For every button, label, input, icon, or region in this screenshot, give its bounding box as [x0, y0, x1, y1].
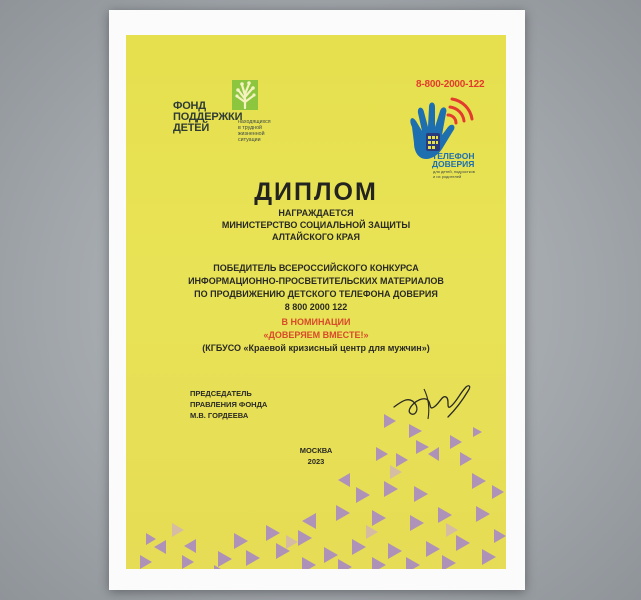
fund-tagline-line: в трудной: [238, 125, 262, 131]
recipient-line: АЛТАЙСКОГО КРАЯ: [272, 232, 360, 242]
fund-tagline-line: находящихся: [238, 119, 271, 125]
fund-tagline-line: ситуации: [238, 137, 261, 143]
awarded-label: НАГРАЖДАЕТСЯ: [278, 208, 354, 218]
city: МОСКВА: [299, 446, 333, 455]
handwritten-signature: [388, 377, 478, 423]
signatory-line: ПРЕДСЕДАТЕЛЬ: [190, 389, 252, 398]
fund-tagline-line: жизненной: [238, 131, 265, 137]
fund-name: [173, 100, 243, 134]
diploma-frame: [109, 10, 525, 590]
diploma-sheet: [126, 35, 506, 569]
contest-line: ПО ПРОДВИЖЕНИЮ ДЕТСКОГО ТЕЛЕФОНА ДОВЕРИЯ: [194, 289, 438, 299]
signatory-block: [190, 388, 267, 421]
signatory-line: М.В. ГОРДЕЕВА: [190, 411, 249, 420]
hotline-name: [432, 152, 475, 168]
signatory-line: ПРАВЛЕНИЯ ФОНДА: [190, 400, 268, 409]
fund-name-line: ДЕТЕЙ: [173, 122, 210, 134]
contest-line: ПОБЕДИТЕЛЬ ВСЕРОССИЙСКОГО КОНКУРСА: [213, 263, 419, 273]
nomination-name: «ДОВЕРЯЕМ ВМЕСТЕ!»: [263, 330, 369, 340]
hotline-name-line: ДОВЕРИЯ: [432, 159, 475, 169]
nomination-label: В НОМИНАЦИИ: [281, 317, 351, 327]
organization-name: (КГБУСО «Краевой кризисный центр для мужчин»): [202, 343, 430, 353]
hotline-name-line: ТЕЛЕФОН: [432, 151, 475, 161]
recipient-line: МИНИСТЕРСТВО СОЦИАЛЬНОЙ ЗАЩИТЫ: [221, 220, 411, 230]
contest-line: ИНФОРМАЦИОННО-ПРОСВЕТИТЕЛЬСКИХ МАТЕРИАЛОВ: [188, 276, 444, 286]
contest-phone: 8 800 2000 122: [284, 302, 348, 312]
hotline-subtitle-line: для детей, подростков: [433, 169, 475, 174]
fund-name-line: ФОНД: [173, 100, 206, 112]
hotline-number: 8-800-2000-122: [416, 79, 485, 90]
fund-tagline: [238, 119, 308, 143]
year: 2023: [307, 457, 325, 466]
fund-name-line: ПОДДЕРЖКИ: [173, 111, 243, 123]
diploma-title: ДИПЛОМ: [254, 178, 378, 206]
hotline-subtitle-line: и их родителей: [433, 173, 462, 179]
